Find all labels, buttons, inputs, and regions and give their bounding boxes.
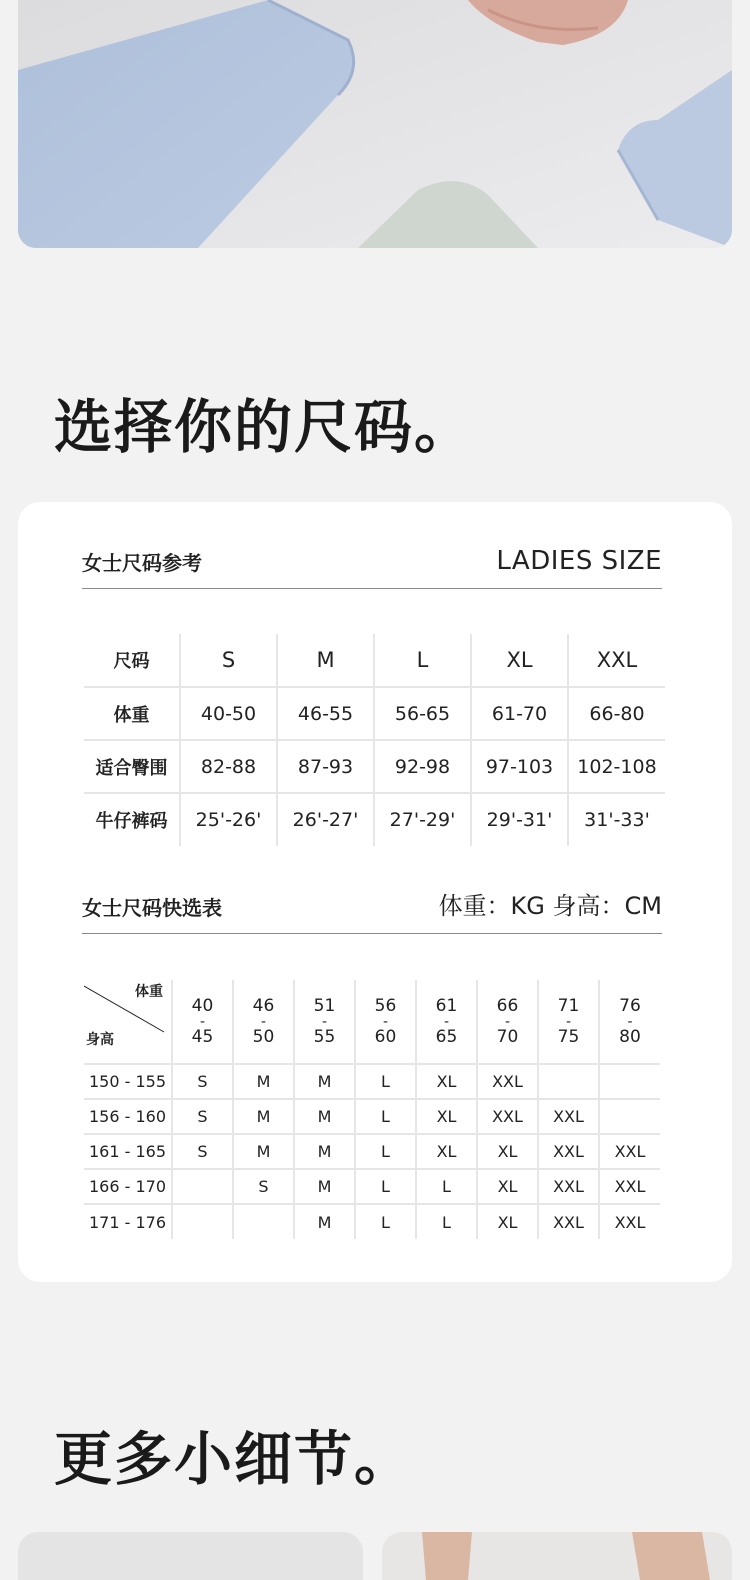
size-cell: XXL bbox=[538, 1169, 599, 1204]
size-cell: M bbox=[294, 1099, 355, 1134]
size-cell: M bbox=[294, 1204, 355, 1239]
height-label: 156 - 160 bbox=[84, 1099, 172, 1134]
height-label: 166 - 170 bbox=[84, 1169, 172, 1204]
size-cell: L bbox=[355, 1204, 416, 1239]
size-cell: M bbox=[233, 1099, 294, 1134]
size-cell: L bbox=[416, 1169, 477, 1204]
table-row bbox=[84, 793, 665, 846]
size-cell: S bbox=[172, 1134, 233, 1169]
table-row bbox=[84, 1064, 660, 1099]
size-cell: XXL bbox=[538, 1134, 599, 1169]
table-row bbox=[84, 687, 665, 740]
size-cell bbox=[538, 1064, 599, 1099]
folded-underwear-photo bbox=[18, 0, 732, 248]
height-label: 150 - 155 bbox=[84, 1064, 172, 1099]
table-row bbox=[84, 1134, 660, 1169]
table-cell: 26'-27' bbox=[277, 793, 374, 846]
weight-header: 61 - 65 bbox=[416, 980, 477, 1064]
size-cell: M bbox=[233, 1064, 294, 1099]
size-cell: L bbox=[416, 1204, 477, 1239]
table-cell: 40-50 bbox=[180, 687, 277, 740]
corner-weight-label: 体重 bbox=[135, 984, 163, 1000]
table-cell: 56-65 bbox=[374, 687, 471, 740]
size-header: XL bbox=[471, 634, 568, 687]
size-cell: M bbox=[294, 1169, 355, 1204]
ladies-size-header bbox=[82, 546, 662, 589]
row-label: 尺码 bbox=[84, 634, 180, 687]
choose-size-title: 选择你的尺码。 bbox=[54, 393, 475, 461]
size-cell: S bbox=[172, 1064, 233, 1099]
table-cell: 82-88 bbox=[180, 740, 277, 793]
table-cell: 27'-29' bbox=[374, 793, 471, 846]
size-cell: XL bbox=[416, 1064, 477, 1099]
table-cell: 61-70 bbox=[471, 687, 568, 740]
size-header: XXL bbox=[568, 634, 665, 687]
ladies-size-title-cn: 女士尺码参考 bbox=[82, 551, 202, 575]
detail-image-card bbox=[382, 1532, 732, 1580]
size-cell: S bbox=[172, 1099, 233, 1134]
height-label: 161 - 165 bbox=[84, 1134, 172, 1169]
size-cell: XXL bbox=[599, 1134, 660, 1169]
row-label: 体重 bbox=[84, 687, 180, 740]
size-cell: XXL bbox=[477, 1064, 538, 1099]
more-details-title: 更多小细节。 bbox=[54, 1425, 415, 1493]
size-header: S bbox=[180, 634, 277, 687]
table-row bbox=[84, 740, 665, 793]
size-cell: XL bbox=[477, 1204, 538, 1239]
size-cell: M bbox=[294, 1134, 355, 1169]
table-row bbox=[84, 1204, 660, 1239]
size-cell: XXL bbox=[599, 1204, 660, 1239]
ladies-size-title-en: LADIES SIZE bbox=[496, 546, 662, 576]
height-label: 171 - 176 bbox=[88, 1212, 167, 1232]
size-cell bbox=[172, 1169, 233, 1204]
size-cell: XL bbox=[477, 1169, 538, 1204]
size-cell bbox=[233, 1204, 294, 1239]
quick-select-title: 女士尺码快选表 bbox=[82, 896, 222, 920]
weight-header: 71 - 75 bbox=[538, 980, 599, 1064]
weight-header: 76 - 80 bbox=[599, 980, 660, 1064]
weight-header: 46 - 50 bbox=[233, 980, 294, 1064]
table-cell: 92-98 bbox=[374, 740, 471, 793]
size-header: L bbox=[374, 634, 471, 687]
row-label: 适合臀围 bbox=[84, 740, 180, 793]
size-guide-card bbox=[18, 502, 732, 1282]
size-header: M bbox=[277, 634, 374, 687]
quick-select-table bbox=[84, 980, 660, 1239]
size-cell: XXL bbox=[599, 1169, 660, 1204]
size-cell: L bbox=[355, 1169, 416, 1204]
size-cell: XL bbox=[416, 1099, 477, 1134]
table-row bbox=[84, 634, 665, 687]
table-cell: 66-80 bbox=[568, 687, 665, 740]
size-cell bbox=[599, 1099, 660, 1134]
table-cell: 29'-31' bbox=[471, 793, 568, 846]
size-cell: L bbox=[355, 1064, 416, 1099]
table-cell: 87-93 bbox=[277, 740, 374, 793]
table-cell: 102-108 bbox=[568, 740, 665, 793]
corner-height-label: 身高 bbox=[86, 1032, 114, 1048]
size-cell: S bbox=[233, 1169, 294, 1204]
detail-image-card bbox=[18, 1532, 363, 1580]
weight-header: 51 - 55 bbox=[294, 980, 355, 1064]
size-cell bbox=[172, 1204, 233, 1239]
size-cell: XL bbox=[477, 1134, 538, 1169]
corner-cell bbox=[84, 980, 172, 1064]
table-row bbox=[84, 980, 660, 1064]
table-cell: 46-55 bbox=[277, 687, 374, 740]
size-cell: M bbox=[233, 1134, 294, 1169]
table-row bbox=[84, 1169, 660, 1204]
size-cell: M bbox=[294, 1064, 355, 1099]
size-cell: L bbox=[355, 1099, 416, 1134]
hero-product-photo bbox=[18, 0, 732, 248]
weight-header: 66 - 70 bbox=[477, 980, 538, 1064]
size-cell: XL bbox=[416, 1134, 477, 1169]
table-row bbox=[84, 1099, 660, 1134]
size-cell: XXL bbox=[477, 1099, 538, 1134]
table-cell: 97-103 bbox=[471, 740, 568, 793]
table-cell: 25'-26' bbox=[180, 793, 277, 846]
quick-select-units: 体重：KG 身高：CM bbox=[438, 892, 662, 920]
size-cell: XXL bbox=[538, 1099, 599, 1134]
size-cell: L bbox=[355, 1134, 416, 1169]
size-reference-table bbox=[84, 634, 665, 846]
model-photo bbox=[382, 1532, 732, 1580]
size-cell bbox=[599, 1064, 660, 1099]
table-cell: 31'-33' bbox=[568, 793, 665, 846]
weight-header: 40 - 45 bbox=[172, 980, 233, 1064]
size-cell: XXL bbox=[538, 1204, 599, 1239]
row-label: 牛仔裤码 bbox=[95, 811, 168, 832]
weight-header: 56 - 60 bbox=[355, 980, 416, 1064]
quick-select-header bbox=[82, 886, 662, 934]
